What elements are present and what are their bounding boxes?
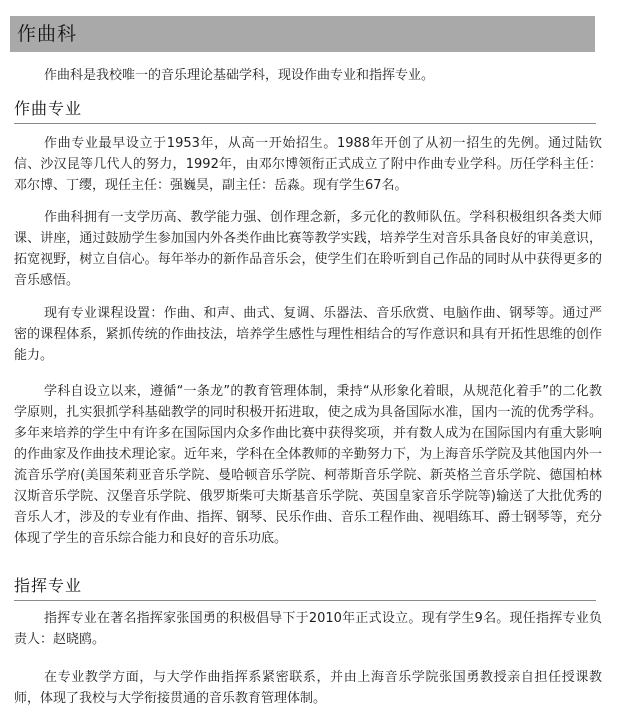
composition-section-heading: 作曲专业 <box>14 98 596 124</box>
composition-paragraph-1: 作曲专业最早设立于1953年，从高一开始招生。1988年开创了从初一招生的先例。通过陆钦信、沙汉昆等几代人的努力，1992年，由邓尔博领衔正式成立了附中作曲专业学科。历任学科主任：邓尔博、丁缨，现任主任：强巍昊，副主任：岳淼。现有学生67名。 <box>14 136 602 193</box>
conducting-paragraph-2: 在专业教学方面，与大学作曲指挥系紧密联系，并由上海音乐学院张国勇教授亲自担任授课教师，体现了我校与大学衔接贯通的音乐教育管理体制。 <box>14 670 602 706</box>
composition-paragraph-2: 作曲科拥有一支学历高、教学能力强、创作理念新，多元化的教师队伍。学科积极组织各类大师课、讲座，通过鼓励学生参加国内外各类作曲比赛等教学实践，培养学生对音乐具备良好的审美意识，拓宽视野，树立自信心。每年举办的新作品音乐会，使学生们在聆听到自己作品的同时从中获得更多的音乐感悟。 <box>14 210 602 288</box>
page-title: 作曲科 <box>10 16 595 52</box>
composition-paragraph-3: 现有专业课程设置：作曲、和声、曲式、复调、乐器法、音乐欣赏、电脑作曲、钢琴等。通过严密的课程体系，紧抓传统的作曲技法，培养学生感性与理性相结合的写作意识和具有开拓性思维的创作能力。 <box>14 306 602 363</box>
intro-text: 作曲科是我校唯一的音乐理论基础学科，现设作曲专业和指挥专业。 <box>44 68 435 83</box>
conducting-paragraph-1: 指挥专业在著名指挥家张国勇的积极倡导下于2010年正式设立。现有学生9名。现任指挥专业负责人：赵晓鸥。 <box>14 611 602 647</box>
composition-paragraph-4: 学科自设立以来，遵循“一条龙”的教育管理体制，秉持“从形象化着眼，从规范化着手”的二化教学原则，扎实狠抓学科基础教学的同时积极开拓进取，使之成为具备国际水准，国内一流的优秀学科。多年来培养的学生中有许多在国际国内众多作曲比赛中获得奖项，并有数人成为在国际国内有重大影响的作曲家及作曲技术理论家。近年来，学科在全体教师的辛勤努力下，为上海音乐学院及其他国内外一流音乐学府(美国茱莉亚音乐学院、曼哈顿音乐学院、柯蒂斯音乐学院、新英格兰音乐学院、德国柏林汉斯音乐学院、汉堡音乐学院、俄罗斯柴可夫斯基音乐学院、英国皇家音乐学院等)输送了大批优秀的音乐人才，涉及的专业有作曲、指挥、钢琴、民乐作曲、音乐工程作曲、视唱练耳、爵士钢琴等，充分体现了学生的音乐综合能力和良好的音乐功底。 <box>14 384 602 546</box>
conducting-section-heading: 指挥专业 <box>14 575 596 601</box>
